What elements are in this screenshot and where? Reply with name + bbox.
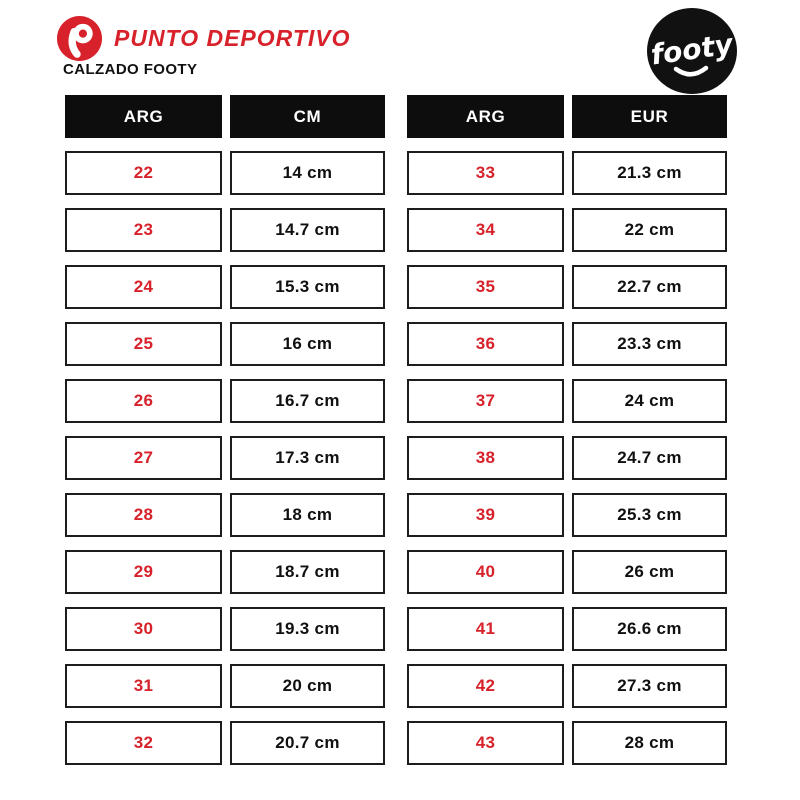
size-cell-arg: 42 [407, 664, 564, 708]
size-cell-arg: 28 [65, 493, 222, 537]
footy-logo-text: footy [648, 27, 735, 72]
size-cell-measure: 27.3 cm [572, 664, 727, 708]
size-cell-measure: 18 cm [230, 493, 385, 537]
size-cell-measure: 19.3 cm [230, 607, 385, 651]
size-tables [65, 95, 727, 765]
size-cell-measure: 23.3 cm [572, 322, 727, 366]
size-cell-measure: 18.7 cm [230, 550, 385, 594]
size-cell-measure: 24 cm [572, 379, 727, 423]
column-header-cm: CM [230, 95, 385, 138]
size-cell-measure: 28 cm [572, 721, 727, 765]
punto-deportivo-logo-icon [56, 15, 103, 62]
size-cell-measure: 20.7 cm [230, 721, 385, 765]
page-subtitle: CALZADO FOOTY [63, 61, 198, 78]
size-cell-measure: 26 cm [572, 550, 727, 594]
size-cell-measure: 25.3 cm [572, 493, 727, 537]
size-cell-arg: 30 [65, 607, 222, 651]
size-cell-arg: 32 [65, 721, 222, 765]
brand-header [56, 15, 351, 62]
size-cell-measure: 15.3 cm [230, 265, 385, 309]
size-cell-arg: 33 [407, 151, 564, 195]
size-table-arg-eur [407, 95, 727, 765]
column-header-arg: ARG [65, 95, 222, 138]
size-cell-arg: 35 [407, 265, 564, 309]
size-cell-measure: 22 cm [572, 208, 727, 252]
brand-title: PUNTO DEPORTIVO [114, 24, 351, 52]
size-cell-arg: 36 [407, 322, 564, 366]
size-table-arg-cm [65, 95, 385, 765]
size-cell-measure: 26.6 cm [572, 607, 727, 651]
size-cell-arg: 23 [65, 208, 222, 252]
column-header-eur: EUR [572, 95, 727, 138]
size-cell-measure: 24.7 cm [572, 436, 727, 480]
size-cell-measure: 22.7 cm [572, 265, 727, 309]
footy-logo [646, 7, 738, 95]
size-cell-arg: 29 [65, 550, 222, 594]
size-cell-arg: 41 [407, 607, 564, 651]
size-cell-arg: 22 [65, 151, 222, 195]
size-cell-arg: 31 [65, 664, 222, 708]
size-cell-arg: 34 [407, 208, 564, 252]
size-cell-measure: 14 cm [230, 151, 385, 195]
column-header-arg: ARG [407, 95, 564, 138]
size-cell-measure: 16.7 cm [230, 379, 385, 423]
size-cell-measure: 16 cm [230, 322, 385, 366]
size-cell-arg: 25 [65, 322, 222, 366]
size-cell-arg: 43 [407, 721, 564, 765]
size-cell-arg: 37 [407, 379, 564, 423]
size-cell-arg: 38 [407, 436, 564, 480]
size-cell-measure: 21.3 cm [572, 151, 727, 195]
size-cell-measure: 17.3 cm [230, 436, 385, 480]
size-cell-arg: 40 [407, 550, 564, 594]
size-cell-measure: 14.7 cm [230, 208, 385, 252]
size-cell-measure: 20 cm [230, 664, 385, 708]
size-cell-arg: 39 [407, 493, 564, 537]
size-cell-arg: 26 [65, 379, 222, 423]
size-cell-arg: 27 [65, 436, 222, 480]
size-cell-arg: 24 [65, 265, 222, 309]
